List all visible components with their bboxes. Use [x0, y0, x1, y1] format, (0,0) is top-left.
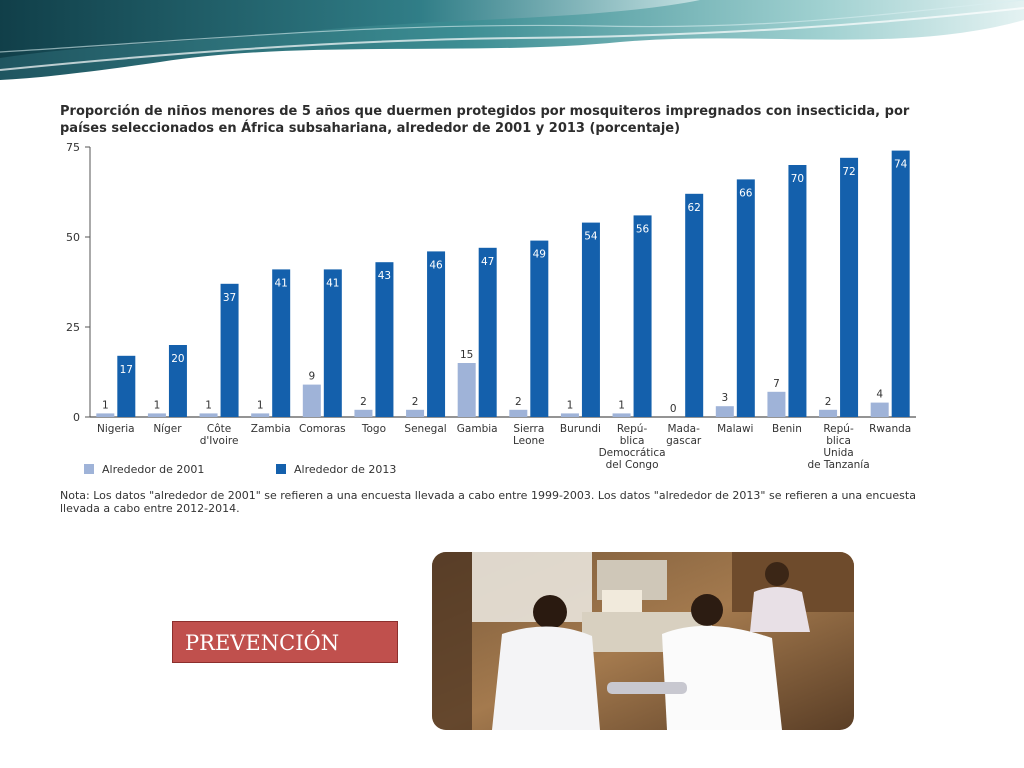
bar-2001 [561, 413, 579, 417]
chart-note: Nota: Los datos "alrededor de 2001" se refieren a una encuesta llevada a cabo entre 1999-2003. Los datos "alrededor de 2013" se refieren a una encuesta llevada a cabo entre 2012-2014. [60, 489, 916, 515]
y-tick-label: 25 [66, 321, 80, 334]
data-label-2001: 0 [669, 403, 677, 415]
data-label-2013: 20 [171, 353, 185, 365]
category-label: Mada-gascar [666, 423, 702, 447]
data-label-2013: 70 [790, 173, 805, 185]
data-label-2013: 66 [739, 187, 753, 200]
legend-label-2013: Alrededor de 2013 [294, 462, 397, 476]
bar-2001 [716, 406, 734, 417]
bar-2013 [788, 165, 806, 417]
data-label-2013: 41 [274, 277, 288, 290]
data-label-2001: 1 [256, 399, 264, 412]
legend-item-2013 [276, 462, 396, 476]
bar-2001 [613, 413, 631, 417]
bar-2001 [148, 413, 166, 417]
clinic-photo-illustration [432, 552, 854, 730]
data-label-2001: 7 [773, 377, 780, 390]
category-label: Sierra Leone [512, 423, 545, 447]
data-label-2001: 3 [721, 392, 729, 405]
clinic-photo [432, 552, 854, 730]
category-label: Benin [771, 423, 802, 435]
bar-2001 [767, 392, 785, 417]
legend-item-2001 [84, 462, 204, 476]
data-label-2013: 46 [429, 259, 443, 272]
category-label: Zambia [250, 423, 291, 435]
bar-2013 [892, 151, 910, 417]
data-label-2001: 15 [460, 349, 474, 361]
bar-chart [40, 138, 940, 478]
bar-2013 [375, 262, 393, 417]
data-label-2013: 62 [687, 201, 701, 214]
bar-2001 [509, 410, 527, 417]
data-label-2001: 1 [153, 399, 161, 412]
data-label-2013: 41 [326, 277, 340, 290]
bar-2013 [479, 248, 497, 417]
category-label: Senegal [404, 423, 447, 435]
category-label: Rwanda [869, 423, 912, 435]
bar-2001 [871, 403, 889, 417]
bar-2013 [634, 215, 652, 417]
prevention-label: PREVENCIÓN [185, 631, 340, 655]
data-label-2013: 54 [584, 230, 598, 243]
bar-2001 [303, 385, 321, 417]
data-label-2001: 2 [411, 395, 419, 408]
category-label: Repú-blica Democrática del Congo [598, 423, 666, 471]
header-wave-decoration [0, 0, 1024, 80]
category-label: Côte d'Ivoire [199, 423, 239, 447]
bar-2013 [427, 251, 445, 417]
data-label-2013: 43 [377, 270, 392, 283]
data-label-2001: 9 [308, 370, 316, 383]
legend-swatch-2013 [276, 464, 286, 474]
y-tick-label: 0 [73, 411, 80, 424]
bar-2001 [406, 410, 424, 417]
data-label-2013: 72 [842, 165, 856, 178]
bar-2013 [685, 194, 703, 417]
bar-2013 [324, 269, 342, 417]
bar-2001 [458, 363, 476, 417]
y-tick-label: 75 [66, 141, 80, 154]
bar-2001 [819, 410, 837, 417]
bar-2001 [354, 410, 372, 417]
bar-2013 [840, 158, 858, 417]
data-label-2001: 2 [824, 395, 832, 408]
chart-title: Proporción de niños menores de 5 años que duermen protegidos por mosquiteros impregnados con insecticida, por países seleccionados en África subsahariana, alrededor de 2001 y 2013 (porcentaje) [60, 104, 910, 136]
category-label: Comoras [298, 423, 346, 435]
data-label-2001: 2 [514, 395, 522, 408]
category-label: Burundi [559, 423, 601, 435]
bar-2013 [582, 223, 600, 417]
data-label-2001: 2 [360, 395, 367, 408]
prevention-label-box [172, 621, 398, 663]
data-label-2013: 37 [222, 291, 237, 304]
data-label-2001: 1 [101, 399, 109, 412]
data-label-2001: 1 [618, 399, 625, 412]
bar-2001 [96, 413, 114, 417]
category-label: Níger [153, 423, 182, 435]
data-label-2001: 1 [566, 399, 574, 412]
data-label-2013: 49 [532, 248, 546, 261]
category-label: Togo [361, 423, 387, 435]
bar-2013 [530, 241, 548, 417]
category-label: Nigeria [97, 423, 135, 435]
category-label: Malawi [717, 423, 754, 435]
data-label-2013: 17 [119, 363, 133, 376]
data-label-2001: 4 [876, 388, 884, 401]
data-label-2013: 56 [635, 223, 650, 236]
data-label-2013: 47 [481, 255, 495, 268]
bar-2013 [737, 179, 755, 417]
legend-label-2001: Alrededor de 2001 [102, 462, 205, 476]
legend-swatch-2001 [84, 464, 94, 474]
category-label: Gambia [456, 423, 498, 435]
bar-2013 [272, 269, 290, 417]
data-label-2013: 74 [894, 158, 908, 171]
bar-2001 [251, 413, 269, 417]
y-tick-label: 50 [66, 231, 80, 244]
data-label-2001: 1 [205, 399, 212, 412]
bar-2001 [200, 413, 218, 417]
category-label: Repú-blica Unida de Tanzanía [807, 423, 870, 471]
